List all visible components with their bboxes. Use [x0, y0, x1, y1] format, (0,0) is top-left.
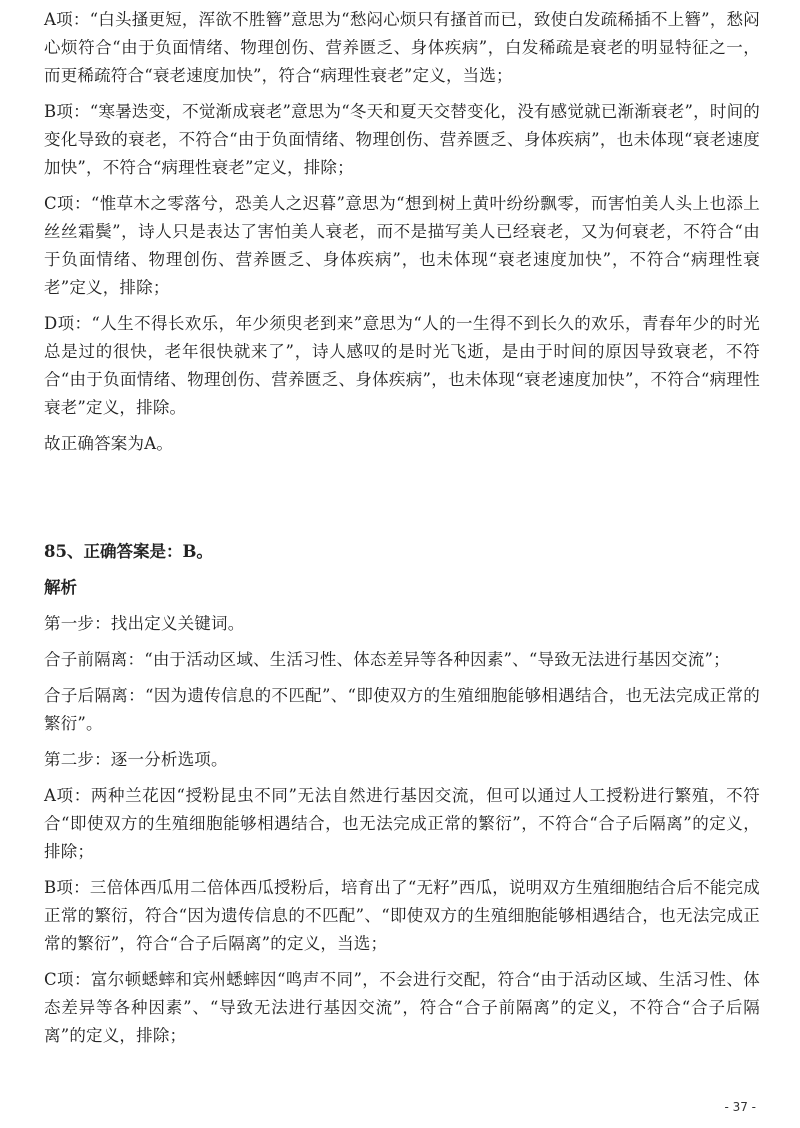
q85-answer-heading: 85、正确答案是：B。 — [44, 542, 213, 561]
document-page — [44, 6, 760, 1058]
q84-conclusion: 故正确答案为A。 — [44, 434, 174, 453]
q85-option-b-analysis: B项：三倍体西瓜用二倍体西瓜授粉后，培育出了“无籽”西瓜，说明双方生殖细胞结合后不能完成正常的繁衍，符合“因为遗传信息的不匹配”、“即使双方的生殖细胞能够相遇结合，也无法完成正常的繁衍”，符合“合子后隔离”的定义，当选； — [44, 878, 760, 953]
q85-option-c-analysis: C项：富尔顿蟋蟀和宾州蟋蟀因“鸣声不同”，不会进行交配，符合“由于活动区域、生活习性、体态差异等各种因素”、“导致无法进行基因交流”，符合“合子前隔离”的定义，不符合“合子后隔离”的定义，排除； — [44, 970, 760, 1045]
q85-option-a-analysis: A项：两种兰花因“授粉昆虫不同”无法自然进行基因交流，但可以通过人工授粉进行繁殖，不符合“即使双方的生殖细胞能够相遇结合，也无法完成正常的繁衍”，不符合“合子后隔离”的定义，排除； — [44, 786, 760, 861]
q84-option-b-analysis: B项：“寒暑迭变，不觉渐成衰老”意思为“冬天和夏天交替变化，没有感觉就已渐渐衰老”，时间的变化导致的衰老，不符合“由于负面情绪、物理创伤、营养匮乏、身体疾病”，也未体现“衰老速度加快”，不符合“病理性衰老”定义，排除； — [44, 102, 760, 177]
q85-step2: 第二步：逐一分析选项。 — [44, 750, 228, 769]
q85-analysis-label: 解析 — [44, 578, 77, 597]
section-gap — [44, 466, 760, 538]
q84-option-d-analysis: D项：“人生不得长欢乐，年少须臾老到来”意思为“人的一生得不到长久的欢乐，青春年少的时光总是过的很快，老年很快就来了”，诗人感叹的是时光飞逝，是由于时间的原因导致衰老，不符合“由于负面情绪、物理创伤、营养匮乏、身体疾病”，也未体现“衰老速度加快”，不符合“病理性衰老”定义，排除。 — [44, 314, 760, 417]
q84-option-c-analysis: C项：“惟草木之零落兮，恐美人之迟暮”意思为“想到树上黄叶纷纷飘零，而害怕美人头上也添上丝丝霜鬓”，诗人只是表达了害怕美人衰老，而不是描写美人已经衰老，又为何衰老，不符合“由于负面情绪、物理创伤、营养匮乏、身体疾病”，也未体现“衰老速度加快”，不符合“病理性衰老”定义，排除； — [44, 194, 760, 297]
page-number: - 37 - — [724, 1100, 756, 1114]
q85-post-zygotic-definition: 合子后隔离：“因为遗传信息的不匹配”、“即使双方的生殖细胞能够相遇结合，也无法完成正常的繁衍”。 — [44, 686, 760, 733]
q85-pre-zygotic-definition: 合子前隔离：“由于活动区域、生活习性、体态差异等各种因素”、“导致无法进行基因交流”； — [44, 650, 730, 669]
q84-option-a-analysis: A项：“白头搔更短，浑欲不胜簪”意思为“愁闷心烦只有搔首而已，致使白发疏稀插不上簪”，愁闷心烦符合“由于负面情绪、物理创伤、营养匮乏、身体疾病”，白发稀疏是衰老的明显特征之一，而更稀疏符合“衰老速度加快”，符合“病理性衰老”定义，当选； — [44, 10, 760, 85]
q85-step1: 第一步：找出定义关键词。 — [44, 614, 245, 633]
